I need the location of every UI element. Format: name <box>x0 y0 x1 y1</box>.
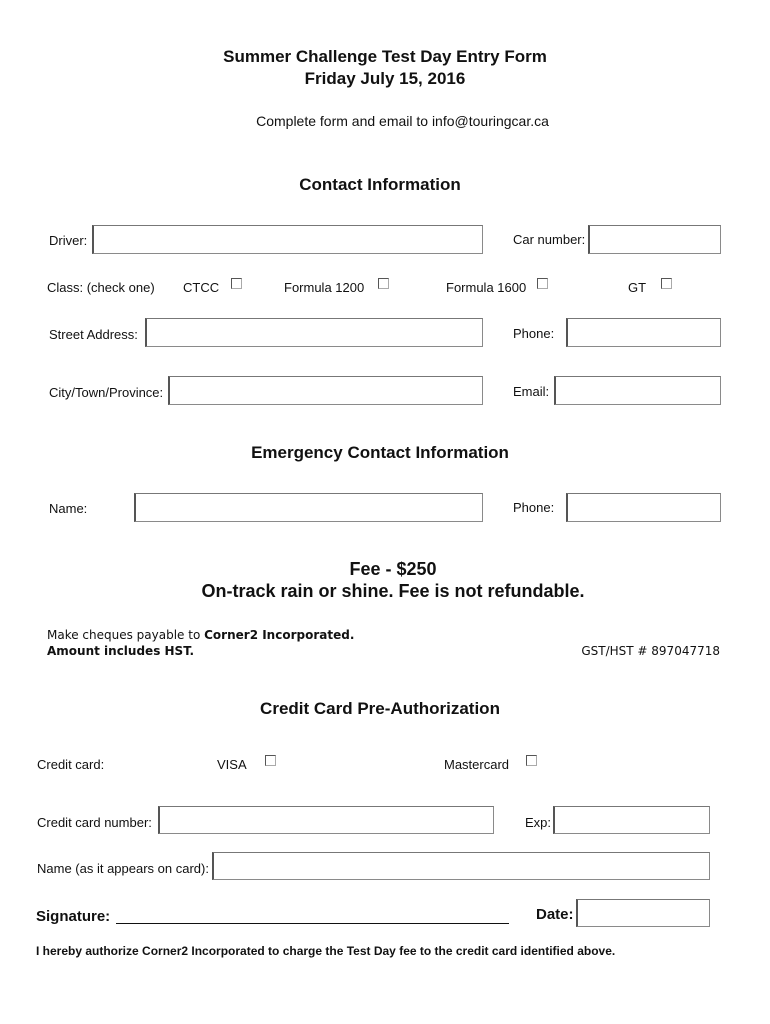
fee-policy: On-track rain or shine. Fee is not refundable. <box>201 581 585 601</box>
emergency-phone-label: Phone: <box>513 500 555 515</box>
class-option-formula1200-label: Formula 1200 <box>284 280 365 295</box>
visa-checkbox[interactable] <box>265 755 276 766</box>
class-formula1600-checkbox[interactable] <box>537 278 548 289</box>
class-option-ctcc-label: CTCC <box>183 280 220 295</box>
cardholder-name-label: Name (as it appears on card): <box>37 861 209 876</box>
phone-field[interactable] <box>566 318 721 347</box>
class-ctcc-checkbox[interactable] <box>231 278 242 289</box>
date-label: Date: <box>536 906 574 923</box>
driver-field[interactable] <box>92 225 483 254</box>
class-option-gt-label: GT <box>628 280 647 295</box>
gst-number: GST/HST # 897047718 <box>581 644 720 658</box>
cardholder-name-field[interactable] <box>212 852 710 880</box>
email-label: Email: <box>513 384 550 399</box>
cheque-prefix: Make cheques payable to <box>47 628 205 642</box>
date-field[interactable] <box>576 899 710 927</box>
exp-field[interactable] <box>553 806 710 834</box>
credit-card-label: Credit card: <box>37 757 105 772</box>
class-option-formula1600-label: Formula 1600 <box>446 280 527 295</box>
driver-label: Driver: <box>49 233 88 248</box>
form-instructions: Complete form and email to info@touringcar.ca <box>256 113 549 129</box>
cheque-note <box>47 628 354 642</box>
contact-heading: Contact Information <box>299 175 461 194</box>
class-formula1200-checkbox[interactable] <box>378 278 389 289</box>
card-number-field[interactable] <box>158 806 494 834</box>
emergency-name-label: Name: <box>49 501 88 516</box>
mastercard-checkbox[interactable] <box>526 755 537 766</box>
exp-label: Exp: <box>525 815 552 830</box>
signature-label: Signature: <box>36 908 111 925</box>
car-number-field[interactable] <box>588 225 721 254</box>
credit-heading: Credit Card Pre-Authorization <box>260 699 500 718</box>
hst-note: Amount includes HST. <box>47 644 195 658</box>
signature-line[interactable] <box>116 907 509 924</box>
street-address-field[interactable] <box>145 318 483 347</box>
fee-amount: Fee - $250 <box>349 559 437 579</box>
car-number-label: Car number: <box>513 232 586 247</box>
emergency-phone-field[interactable] <box>566 493 721 522</box>
visa-label: VISA <box>217 757 247 772</box>
city-label: City/Town/Province: <box>49 385 164 400</box>
authorization-statement: I hereby authorize Corner2 Incorporated to charge the Test Day fee to the credit card identified above. <box>36 944 616 958</box>
phone-label: Phone: <box>513 326 555 341</box>
class-label: Class: (check one) <box>47 280 155 295</box>
emergency-name-field[interactable] <box>134 493 483 522</box>
card-number-label: Credit card number: <box>37 815 152 830</box>
street-address-label: Street Address: <box>49 327 138 342</box>
form-title: Summer Challenge Test Day Entry Form <box>223 47 547 66</box>
class-gt-checkbox[interactable] <box>661 278 672 289</box>
cheque-payee: Corner2 Incorporated. <box>204 628 355 642</box>
form-date: Friday July 15, 2016 <box>304 69 466 88</box>
city-field[interactable] <box>168 376 483 405</box>
emergency-heading: Emergency Contact Information <box>251 443 509 462</box>
email-field[interactable] <box>554 376 721 405</box>
mastercard-label: Mastercard <box>444 757 510 772</box>
